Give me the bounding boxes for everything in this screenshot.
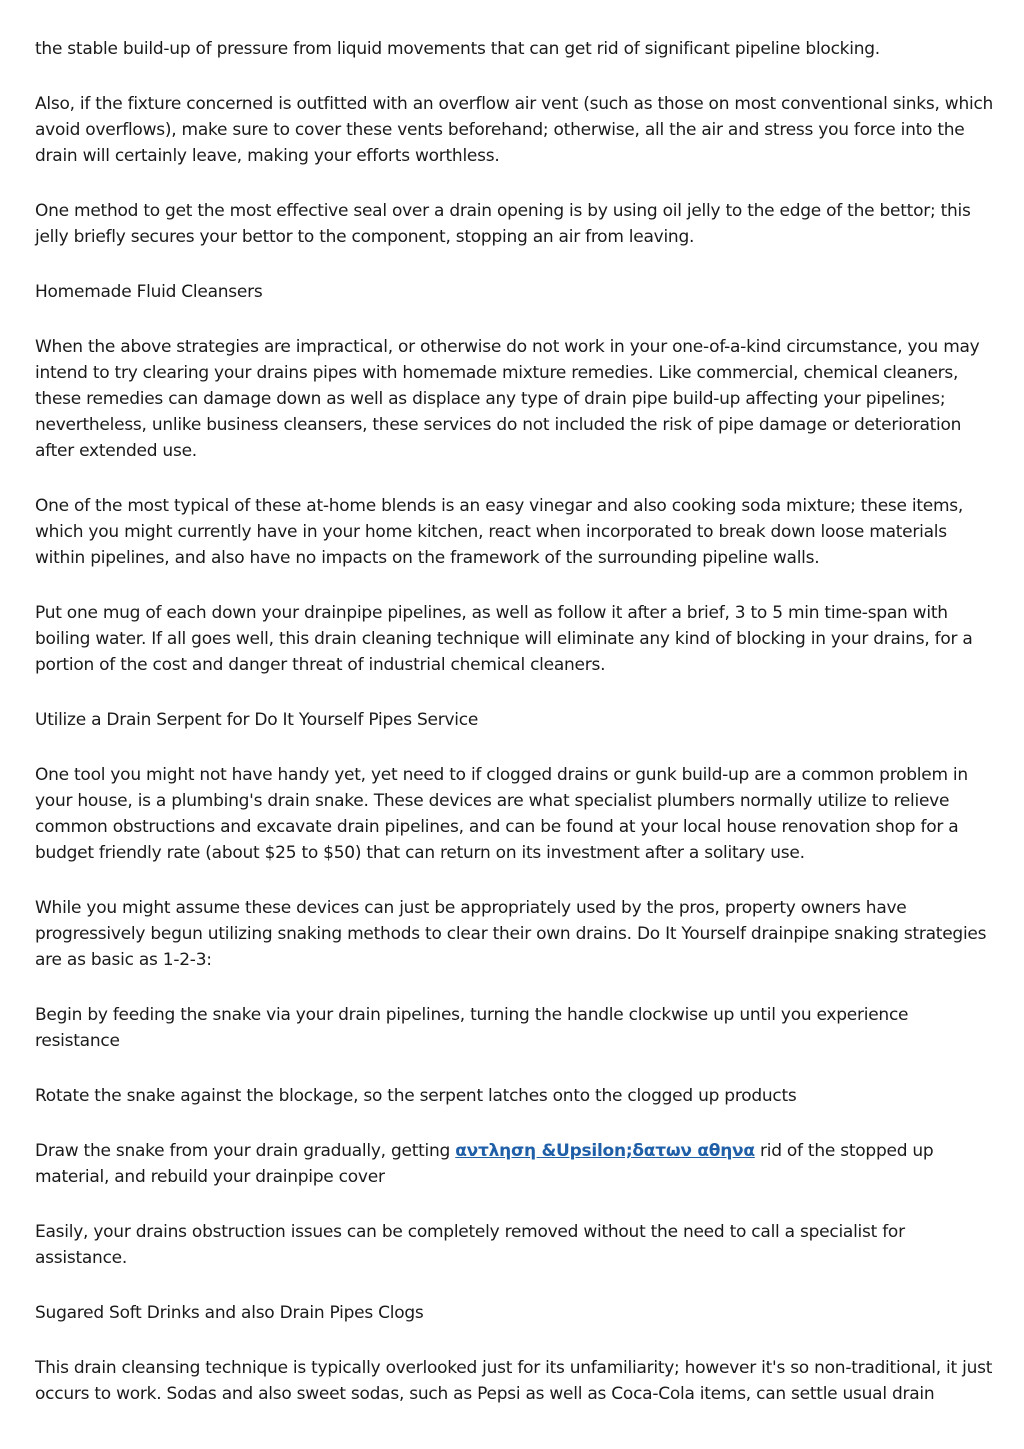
- paragraph: One of the most typical of these at-home blends is an easy vinegar and also cooking soda mixture; these items, which you might currently have in your home kitchen, react when incorporated to break down loose materials within pipelines, and also have no impacts on the framework of the surrounding pipeline walls.: [35, 496, 964, 568]
- list-step: Rotate the snake against the blockage, so the serpent latches onto the clogged up products: [35, 1086, 797, 1106]
- paragraph: One tool you might not have handy yet, yet need to if clogged drains or gunk build-up are a common problem in your house, is a plumbing's drain snake. These devices are what specialist plumbers normally utilize to relieve common obstructions and excavate drain pipelines, and can be found at your local house renovation shop for a budget friendly rate (about $25 to $50) that can return on its investment after a solitary use.: [35, 765, 968, 863]
- paragraph: Also, if the fixture concerned is outfitted with an overflow air vent (such as those on most conventional sinks, which avoid overflows), make sure to cover these vents beforehand; otherwise, all the air and stress you force into the drain will certainly leave, making your efforts worthless.: [35, 94, 994, 166]
- paragraph: When the above strategies are impractical, or otherwise do not work in your one-of-a-kind circumstance, you may intend to try clearing your drains pipes with homemade mixture remedies. Like commercial, chemical cleaners, these remedies can damage down as well as displace any type of drain pipe build-up affecting your pipelines; nevertheless, unlike business cleansers, these services do not included the risk of pipe damage or deterioration after extended use.: [35, 337, 980, 461]
- section-heading: Homemade Fluid Cleansers: [35, 282, 263, 302]
- paragraph: Put one mug of each down your drainpipe pipelines, as well as follow it after a brief, 3 to 5 min time-span with boiling water. If all goes well, this drain cleaning technique will eliminate any kind of blocking in your drains, for a portion of the cost and danger threat of industrial chemical cleaners.: [35, 603, 973, 675]
- list-step: [35, 1138, 995, 1190]
- paragraph: the stable build-up of pressure from liquid movements that can get rid of significant pipeline blocking.: [35, 39, 880, 59]
- text-span: rid of the stopped up material, and rebuild your drainpipe cover: [35, 1141, 934, 1187]
- list-step: Begin by feeding the snake via your drain pipelines, turning the handle clockwise up until you experience resistance: [35, 1005, 909, 1051]
- inline-link[interactable]: αντληση &Upsilon;δατων αθηνα: [455, 1141, 755, 1161]
- paragraph: Easily, your drains obstruction issues can be completely removed without the need to call a specialist for assistance.: [35, 1222, 905, 1268]
- section-heading: Utilize a Drain Serpent for Do It Yourself Pipes Service: [35, 710, 479, 730]
- paragraph: While you might assume these devices can just be appropriately used by the pros, property owners have progressively begun utilizing snaking methods to clear their own drains. Do It Yourself drainpipe snaking strategies are as basic as 1-2-3:: [35, 898, 987, 970]
- paragraph: This drain cleansing technique is typically overlooked just for its unfamiliarity; however it's so non-traditional, it just occurs to work. Sodas and also sweet sodas, such as Pepsi as well as Coca-Cola items, can settle usual drain: [35, 1358, 993, 1404]
- document-page: [35, 36, 995, 1436]
- paragraph: One method to get the most effective seal over a drain opening is by using oil jelly to the edge of the bettor; this jelly briefly secures your bettor to the component, stopping an air from leaving.: [35, 201, 971, 247]
- text-span: Draw the snake from your drain gradually, getting: [35, 1141, 456, 1161]
- section-heading: Sugared Soft Drinks and also Drain Pipes Clogs: [35, 1303, 424, 1323]
